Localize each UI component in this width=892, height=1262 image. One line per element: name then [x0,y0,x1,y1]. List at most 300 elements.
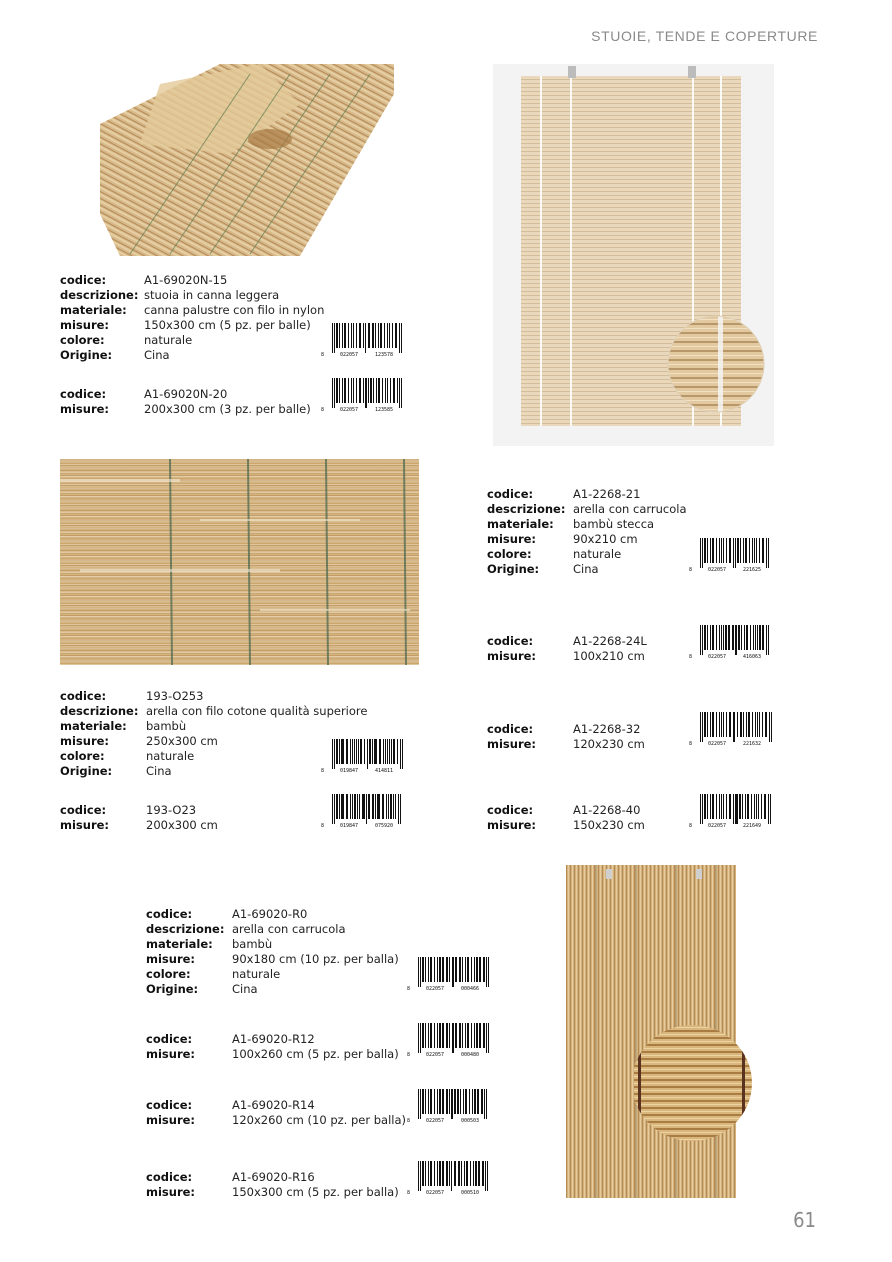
barcode-bar [332,378,333,408]
barcode-bar [486,1089,487,1119]
spec-row-codice [146,1098,406,1113]
barcode-bar [430,957,432,982]
barcode-bar [348,378,349,403]
barcode-bar [751,794,752,819]
barcode-bar [356,378,357,403]
barcode-bar [351,378,352,403]
barcode-bar [442,957,444,982]
page-number: 61 [793,1208,816,1232]
barcode-bar [376,378,377,403]
barcode-bar [723,625,724,650]
barcode [406,1160,498,1196]
barcode-bar [725,625,727,650]
barcode-bar [710,625,711,650]
barcode-lead-digit: 8 [321,768,325,774]
barcode-bar [710,794,711,819]
barcode-bar [474,957,475,982]
barcode-bar [367,739,368,769]
barcode-bar [766,625,767,655]
barcode-bar [382,378,383,403]
barcode-bar [350,739,351,764]
label-materiale: materiale: [60,303,127,317]
barcode-bar [332,739,333,769]
barcode-bar [418,1023,419,1053]
barcode-bar [430,1023,432,1048]
spec-row-codice [487,487,687,502]
barcode-bar [485,1161,486,1191]
barcode-lead-digit: 8 [321,407,325,413]
barcode-bar [428,1161,429,1186]
barcode-left-digits: 022057 [708,823,727,829]
value-misure: 120x230 cm [573,737,645,751]
barcode-bar [746,625,748,650]
barcode-bar [710,712,711,737]
barcode [406,1088,498,1124]
barcode-graphic [688,624,780,660]
barcode-bar [378,323,379,348]
barcode-bar [363,378,364,403]
barcode-bar [472,1089,473,1114]
value-colore: naturale [573,547,622,561]
barcode-bar [383,739,384,764]
spec-row-misure [487,737,645,752]
barcode-graphic [406,956,498,992]
barcode-bar [721,712,722,737]
barcode-bar [400,739,401,769]
label-origine: Origine: [60,764,113,778]
barcode-bar [346,739,348,764]
barcode-bar [372,323,374,348]
spec-block-A1-2268-24L [487,634,647,664]
spec-row-misure [60,318,324,333]
barcode-bar [735,538,736,568]
barcode-bar [455,957,457,982]
barcode-bar [439,1089,441,1114]
barcode-right-digits: 123578 [375,352,394,358]
product-photo-reed-mat-roll [100,64,394,256]
barcode-bar [749,538,750,563]
barcode-bar [732,625,734,650]
barcode-bar [750,625,751,650]
barcode-bar [462,957,463,982]
barcode [406,1022,498,1058]
barcode-bar [397,378,398,403]
barcode-bar [452,1023,454,1053]
barcode-bar [353,323,354,348]
label-codice: codice: [146,1098,193,1112]
barcode-bar [368,323,370,348]
label-misure: misure: [487,737,537,751]
barcode-bar [741,625,742,650]
barcode-bar [768,794,769,824]
barcode-bar [439,1023,441,1048]
barcode-bar [359,323,361,348]
value-materiale: bambù [232,937,273,951]
barcode-bar [420,957,421,987]
value-misure: 150x300 cm (5 pz. per balla) [232,1185,399,1199]
barcode-bar [769,712,770,742]
label-misure: misure: [60,318,110,332]
barcode-bar [339,323,340,348]
spec-block-A1-69020N-20 [60,387,311,417]
barcode-bar [465,1089,467,1114]
label-materiale: materiale: [60,719,127,733]
barcode-right-digits: 075920 [375,823,394,829]
barcode-bar [354,794,356,819]
value-misure: 100x260 cm (5 pz. per balla) [232,1047,399,1061]
barcode-left-digits: 022057 [426,986,445,992]
spec-row-misure [487,818,645,833]
value-codice: A1-69020-R12 [232,1032,315,1046]
spec-row-codice [487,722,645,737]
barcode-bar [759,712,760,737]
barcode-bar [425,1089,426,1114]
barcode-bar [716,712,717,737]
barcode-lead-digit: 8 [407,1052,411,1058]
barcode-bar [354,739,355,764]
spec-row-colore [487,547,687,562]
barcode-bar [452,957,454,987]
barcode-graphic [406,1022,498,1058]
barcode-bar [391,739,392,764]
barcode-bar [434,1089,435,1114]
label-misure: misure: [146,1113,196,1127]
barcode-bar [442,1023,444,1048]
barcode-bar [721,538,722,563]
barcode-bar [700,625,701,655]
value-codice: A1-2268-40 [573,803,641,817]
barcode-bar [487,1161,488,1191]
barcode-bar [357,794,358,819]
barcode-bar [761,794,762,819]
barcode-bar [768,625,769,655]
barcode-bar [458,1161,460,1186]
barcode-right-digits: 221649 [743,823,762,829]
barcode-bar [757,625,758,650]
barcode-bar [759,538,760,563]
barcode-bar [384,323,385,348]
barcode-bar [716,794,717,819]
label-codice: codice: [487,803,534,817]
spec-row-misure [487,649,647,664]
value-misure: 100x210 cm [573,649,645,663]
barcode [688,793,780,829]
barcode-bar [729,794,731,819]
barcode-bar [336,323,338,348]
label-misure: misure: [60,734,110,748]
barcode-bar [719,712,720,737]
barcode-bar [418,1161,419,1191]
barcode-bar [460,1089,461,1114]
barcode-bar [341,794,344,819]
barcode-bar [372,739,373,764]
barcode-left-digits: 022057 [708,567,727,573]
barcode-bar [707,538,708,563]
barcode-bar [723,712,724,737]
barcode-bar [712,538,714,563]
value-codice: A1-69020N-15 [144,273,228,287]
barcode-bar [344,378,346,403]
spec-row-colore [60,333,324,348]
barcode-bar [702,712,703,742]
spec-row-misure [146,1047,399,1062]
barcode-bar [729,538,731,563]
barcode-bar [418,957,419,987]
barcode-bar [710,538,711,563]
barcode-bar [744,625,745,650]
barcode-bar [390,378,391,403]
barcode-bar [728,625,730,650]
spec-row-origine [60,348,324,363]
value-descrizione: stuoia in canna leggera [144,288,280,302]
barcode-bar [401,378,402,408]
barcode-graphic [320,738,412,774]
barcode-left-digits: 019847 [340,823,359,829]
barcode-bar [334,378,335,408]
barcode-bar [757,712,758,737]
label-misure: misure: [60,818,110,832]
barcode-bar [339,739,340,764]
spec-row-descrizione [60,288,324,303]
barcode-bar [434,1023,435,1048]
barcode-bar [385,378,386,403]
barcode-right-digits: 000466 [461,986,480,992]
barcode-bar [707,625,708,650]
barcode-bar [422,1023,424,1048]
label-misure: misure: [487,649,537,663]
label-misure: misure: [146,1047,196,1061]
barcode-bar [351,323,352,348]
barcode-bar [754,794,755,819]
barcode-bar [707,712,708,737]
barcode-bar [756,538,757,563]
barcode-bar [358,739,359,764]
barcode-bar [755,625,756,650]
barcode-bar [446,1023,448,1048]
spec-row-codice [487,634,647,649]
barcode-bar [726,538,727,563]
spec-row-misure [60,818,218,833]
spec-row-materiale [60,719,367,734]
barcode-bar [735,794,738,824]
barcode-bar [756,794,757,819]
barcode-bar [752,538,753,563]
label-codice: codice: [487,722,534,736]
barcode-bar [360,739,362,764]
label-origine: Origine: [487,562,540,576]
barcode-bar [430,1089,432,1114]
barcode-bar [704,794,706,819]
barcode-bar [400,794,401,824]
barcode-bar [482,1161,484,1186]
barcode [320,738,412,774]
label-descrizione: descrizione: [60,288,139,302]
barcode-bar [765,712,767,737]
label-origine: Origine: [60,348,113,362]
barcode-bar [442,1161,444,1186]
barcode-bar [712,625,714,650]
barcode-left-digits: 022057 [426,1118,445,1124]
barcode-bar [486,957,487,987]
barcode-bar [748,712,750,737]
label-materiale: materiale: [146,937,213,951]
barcode-graphic [320,322,412,358]
spec-row-misure [487,532,687,547]
barcode-bar [437,1089,438,1114]
value-codice: 193-O253 [146,689,204,703]
barcode-bar [719,794,720,819]
barcode-bar [395,794,396,819]
barcode-bar [716,538,717,563]
barcode-bar [356,739,357,764]
label-codice: codice: [60,273,107,287]
barcode-bar [339,794,340,819]
barcode-bar [446,1089,448,1114]
barcode-left-digits: 022057 [708,741,727,747]
barcode-bar [771,712,772,742]
barcode-bar [393,794,394,819]
barcode-bar [352,739,353,764]
barcode-bar [459,1023,461,1048]
barcode-graphic [320,793,412,829]
spec-row-materiale [487,517,687,532]
barcode-bar [733,712,735,742]
label-misure: misure: [146,952,196,966]
barcode-bar [746,712,747,737]
value-origine: Cina [573,562,599,576]
barcode-bar [334,739,335,769]
barcode-bar [373,378,374,403]
barcode-bar [733,794,734,824]
barcode-lead-digit: 8 [689,654,693,660]
barcode-bar [368,378,369,403]
barcode-bar [474,1089,476,1114]
barcode-bar [395,323,397,348]
barcode-bar [702,625,703,655]
barcode-graphic [320,377,412,413]
barcode-bar [399,378,400,408]
barcode-bar [469,1089,470,1114]
value-codice: 193-O23 [146,803,197,817]
barcode-lead-digit: 8 [321,823,325,829]
barcode-bar [422,1161,424,1186]
spec-row-descrizione [60,704,367,719]
value-misure: 120x260 cm (10 pz. per balla) [232,1113,406,1127]
barcode-bar [382,794,384,819]
value-colore: naturale [146,749,195,763]
barcode-bar [762,538,764,563]
barcode-left-digits: 022057 [708,654,727,660]
barcode-bar [390,794,392,819]
barcode-bar [378,378,380,403]
barcode-bar [389,323,390,348]
label-misure: misure: [487,532,537,546]
barcode-bar [428,1089,429,1114]
barcode-bar [479,1023,481,1048]
barcode [688,711,780,747]
barcode-right-digits: 000503 [461,1118,480,1124]
label-codice: codice: [487,487,534,501]
barcode-bar [397,739,398,764]
label-colore: colore: [60,749,105,763]
barcode-bar [470,1161,471,1186]
barcode-bar [735,625,737,655]
barcode-right-digits: 000480 [461,1052,480,1058]
barcode-bar [332,794,333,824]
barcode-right-digits: 000510 [461,1190,480,1196]
barcode-bar [704,625,706,650]
spec-row-misure [146,1185,399,1200]
barcode-bar [704,712,706,737]
barcode-graphic [688,537,780,573]
spec-row-descrizione [487,502,687,517]
value-codice: A1-69020-R16 [232,1170,315,1184]
barcode-right-digits: 221632 [743,741,762,747]
value-colore: naturale [232,967,281,981]
barcode [688,624,780,660]
barcode-bar [454,1089,456,1114]
barcode-bar [465,957,466,982]
spec-row-descrizione [146,922,399,937]
barcode-bar [719,625,720,650]
barcode-bar [375,323,376,348]
barcode-bar [370,378,372,403]
barcode-bar [387,739,388,764]
barcode-right-digits: 416063 [743,654,762,660]
barcode-bar [737,538,739,563]
barcode-bar [387,323,388,348]
barcode-bar [753,625,754,650]
value-misure: 90x210 cm [573,532,638,546]
barcode-bar [466,1161,468,1186]
barcode-bar [455,1023,457,1048]
barcode-bar [386,794,387,819]
barcode-bar [752,712,753,737]
barcode-bar [434,957,435,982]
barcode-bar [740,538,741,563]
label-descrizione: descrizione: [487,502,566,516]
barcode-bar [420,1161,421,1191]
barcode-bar [439,957,441,982]
barcode-bar [743,538,744,563]
value-descrizione: arella con carrucola [573,502,687,516]
barcode-bar [388,794,389,819]
barcode-bar [738,625,740,650]
barcode-bar [473,1161,474,1186]
barcode-bar [387,378,388,403]
spec-block-A1-69020N-15 [60,273,324,363]
barcode-bar [425,1161,426,1186]
barcode-bar [481,1089,483,1114]
label-misure: misure: [146,1185,196,1199]
barcode-right-digits: 414811 [375,768,394,774]
barcode-bar [743,712,744,737]
barcode-left-digits: 022057 [426,1052,445,1058]
barcode-bar [420,1023,421,1053]
barcode-bar [764,794,766,819]
spec-row-codice [146,1170,399,1185]
value-codice: A1-2268-32 [573,722,641,736]
value-misure: 90x180 cm (10 pz. per balla) [232,952,399,966]
value-origine: Cina [146,764,172,778]
barcode-bar [476,957,478,982]
value-misure: 250x300 cm [146,734,218,748]
spec-block-A1-2268-21 [487,487,687,577]
barcode-bar [465,1023,466,1048]
barcode-bar [439,1161,441,1186]
barcode-bar [422,1089,424,1114]
barcode-bar [464,1161,465,1186]
